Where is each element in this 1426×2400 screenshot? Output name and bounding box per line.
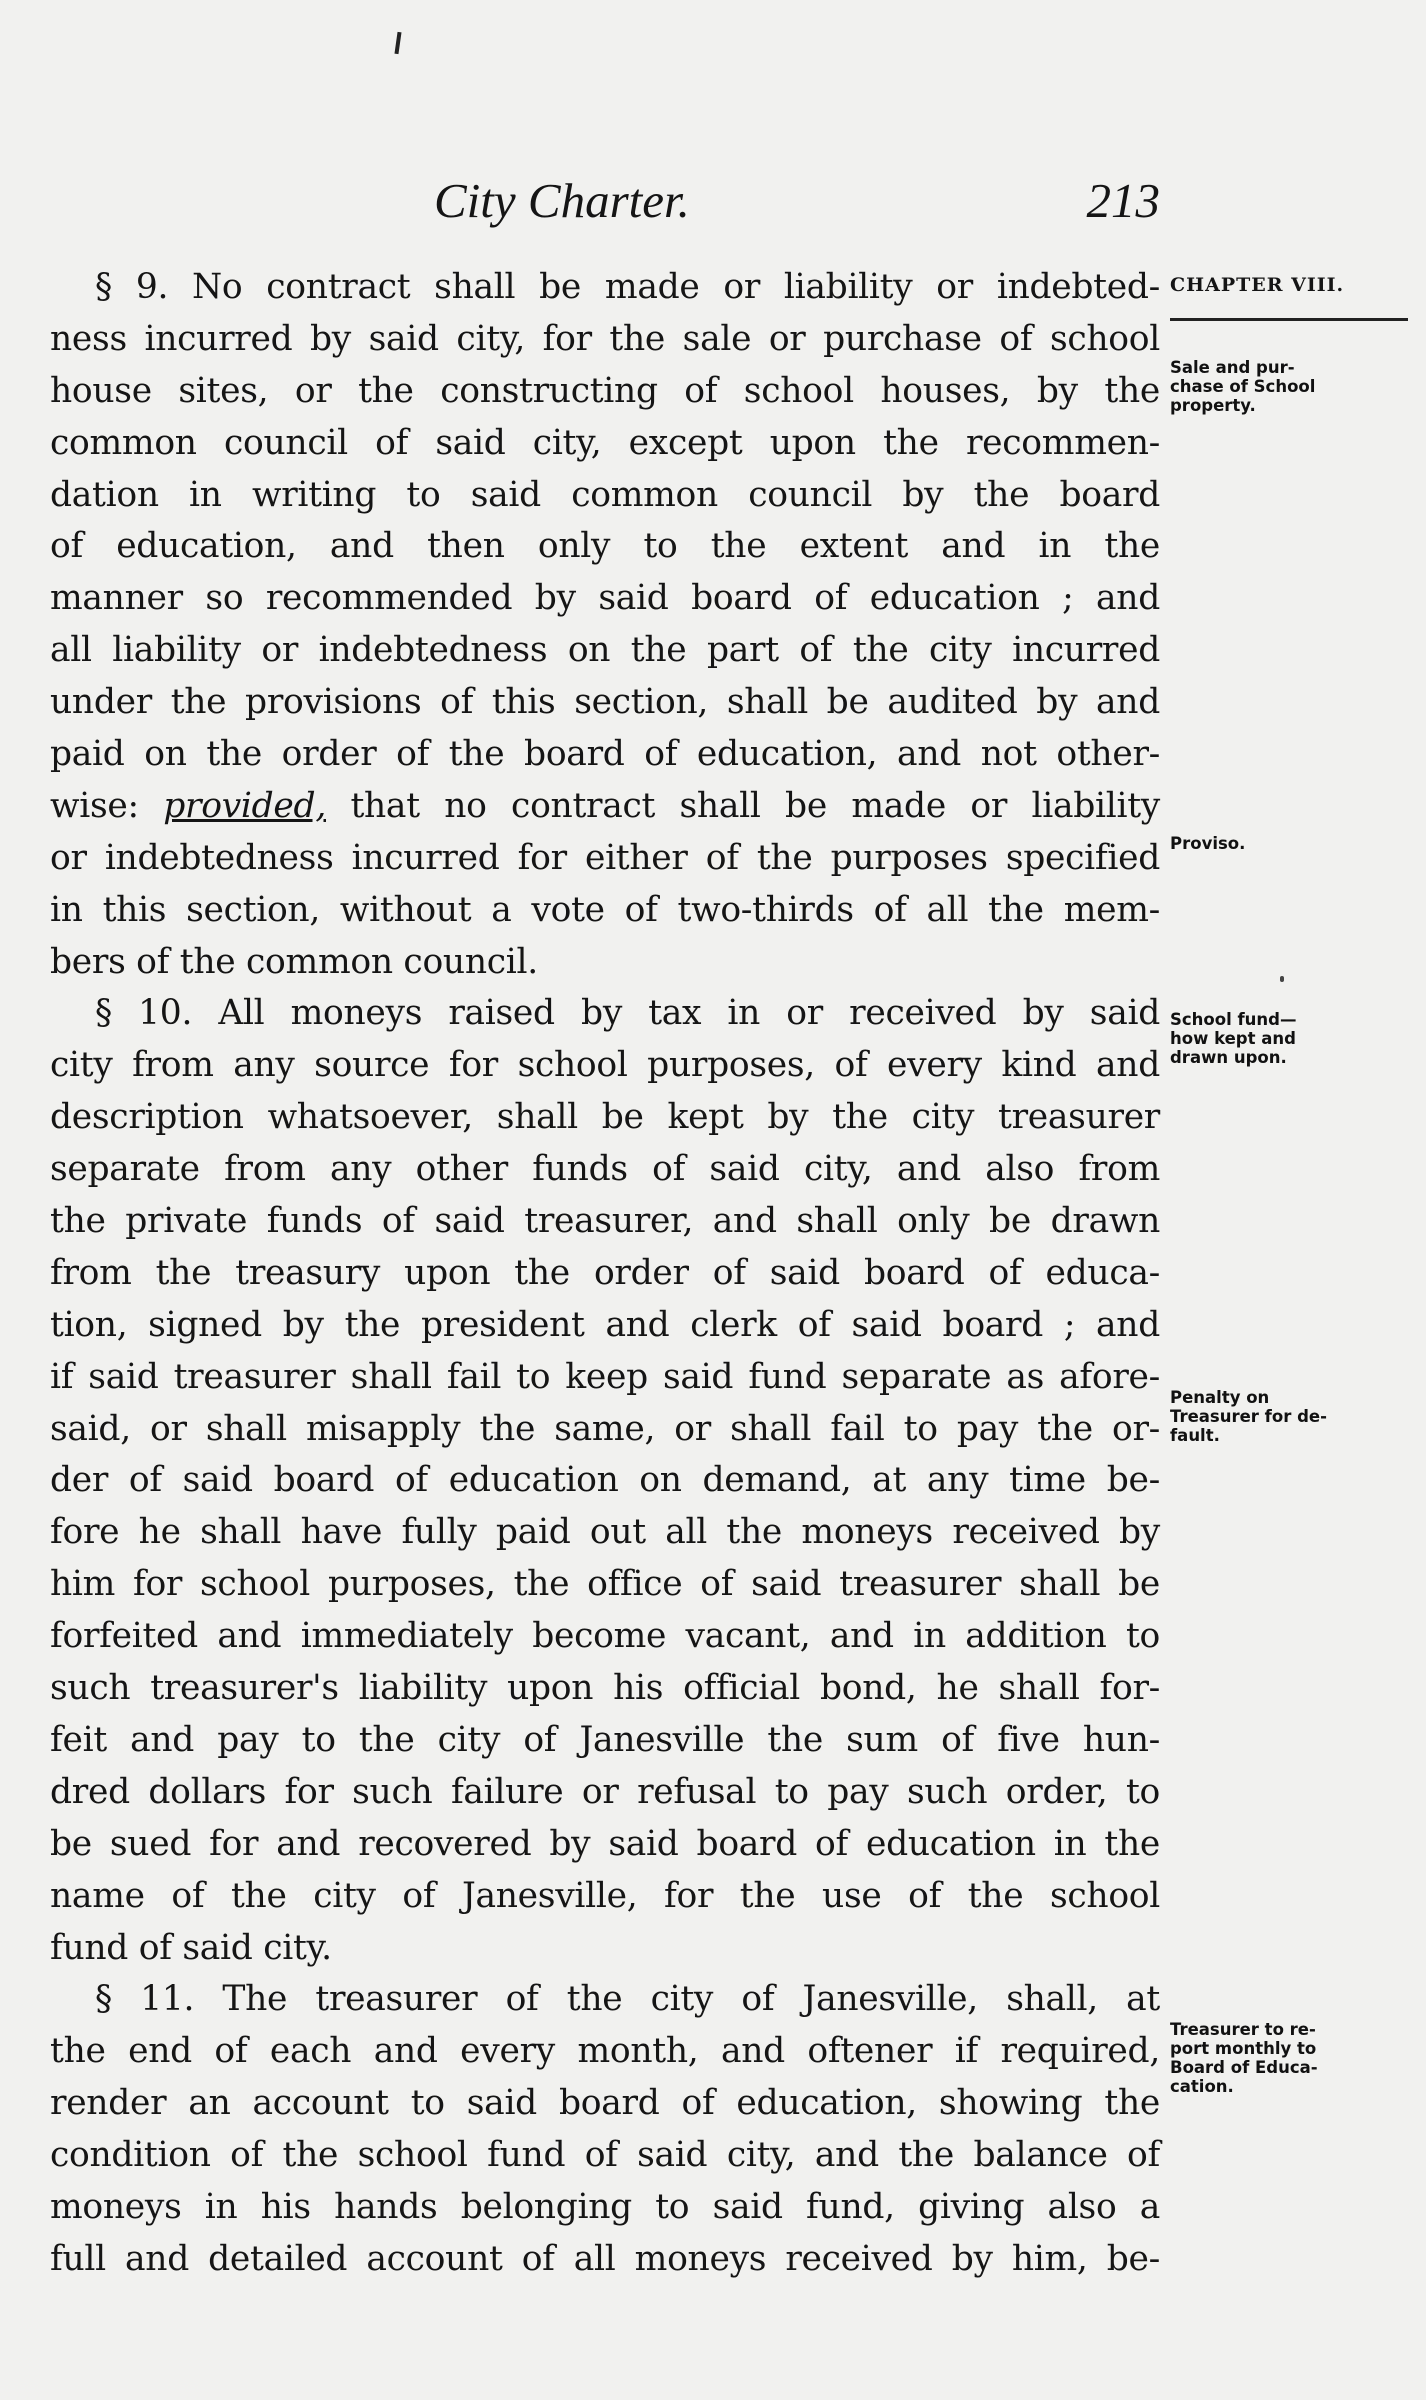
text-line: or indebtedness incurred for either of the purposes specified — [50, 837, 1160, 878]
text-line: description whatsoever, shall be kept by the city treasurer — [50, 1097, 1160, 1138]
text-line: fund of said city. — [50, 1927, 332, 1968]
text-line-proviso — [50, 781, 1160, 833]
text-line: separate from any other funds of said city, and also from — [50, 1149, 1160, 1190]
margin-rule — [1170, 318, 1408, 321]
margin-note-line: Sale and pur- — [1170, 358, 1295, 377]
text-line: said, or shall misapply the same, or shall fail to pay the or- — [50, 1408, 1160, 1449]
text-line: house sites, or the constructing of school houses, by the — [50, 370, 1160, 411]
margin-chapter-label: CHAPTER VIII. — [1170, 274, 1345, 296]
margin-note-line: School fund— — [1170, 1010, 1297, 1029]
text-line: city from any source for school purposes, of every kind and — [50, 1045, 1160, 1086]
text-line: bers of the common council. — [50, 941, 538, 982]
text-line: the private funds of said treasurer, and shall only be drawn — [50, 1201, 1160, 1242]
body-text — [50, 262, 1160, 2286]
text-line: fore he shall have fully paid out all the moneys received by — [50, 1512, 1160, 1553]
text-line: § 9. No contract shall be made or liability or indebted- — [95, 267, 1160, 307]
text-line: the end of each and every month, and oftener if required, — [50, 2031, 1160, 2072]
text-line: dation in writing to said common council by the board — [50, 474, 1160, 515]
text-line: der of said board of education on demand, at any time be- — [50, 1460, 1160, 1501]
margin-note-line: fault. — [1170, 1426, 1220, 1445]
text-fragment: wise: — [50, 785, 139, 826]
text-line: full and detailed account of all moneys received by him, be- — [50, 2238, 1160, 2279]
printer-mark — [394, 32, 401, 54]
text-line: render an account to said board of education, showing the — [50, 2083, 1160, 2124]
text-line: condition of the school fund of said city, and the balance of — [50, 2135, 1160, 2176]
text-line: if said treasurer shall fail to keep said fund separate as afore- — [50, 1356, 1160, 1397]
text-line: dred dollars for such failure or refusal to pay such order, to — [50, 1771, 1160, 1812]
margin-note-line: Penalty on — [1170, 1388, 1270, 1407]
text-line: all liability or indebtedness on the part of the city incurred — [50, 630, 1160, 671]
print-speck — [1280, 976, 1284, 982]
margin-note-line: how kept and — [1170, 1029, 1296, 1048]
text-line: ness incurred by said city, for the sale or purchase of school — [50, 318, 1160, 359]
margin-note-proviso — [1170, 834, 1400, 853]
text-line: under the provisions of this section, shall be audited by and — [50, 682, 1160, 723]
text-line: § 10. All moneys raised by tax in or received by said — [95, 993, 1160, 1034]
margin-note-penalty — [1170, 1388, 1400, 1445]
running-head — [50, 168, 1160, 238]
text-line: of education, and then only to the extent and in the — [50, 526, 1160, 567]
text-line: from the treasury upon the order of said board of educa- — [50, 1252, 1160, 1293]
text-line: forfeited and immediately become vacant, and in addition to — [50, 1616, 1160, 1657]
margin-note-line: Treasurer to re- — [1170, 2020, 1316, 2039]
margin-note-line: Proviso. — [1170, 834, 1246, 853]
margin-note-school-fund — [1170, 1010, 1400, 1067]
page-number: 213 — [1086, 173, 1160, 228]
text-fragment: that no contract shall be made or liability — [326, 785, 1160, 826]
page-title: City Charter. — [434, 173, 690, 228]
text-line: such treasurer's liability upon his official bond, he shall for- — [50, 1668, 1160, 1709]
margin-note-sale-purchase — [1170, 358, 1400, 415]
text-line: § 11. The treasurer of the city of Janesville, shall, at — [95, 1979, 1160, 2020]
margin-note-line: cation. — [1170, 2077, 1234, 2096]
margin-note-line: port monthly to — [1170, 2039, 1317, 2058]
text-line: feit and pay to the city of Janesville the sum of five hun- — [50, 1719, 1160, 1760]
text-line: manner so recommended by said board of education ; and — [50, 578, 1160, 619]
text-line: paid on the order of the board of education, and not other- — [50, 734, 1160, 775]
text-line: common council of said city, except upon the recommen- — [50, 422, 1160, 463]
margin-note-line: Board of Educa- — [1170, 2058, 1318, 2077]
margin-note-line: property. — [1170, 396, 1256, 415]
margin-note-line: Treasurer for de- — [1170, 1407, 1327, 1426]
text-line: in this section, without a vote of two-thirds of all the mem- — [50, 889, 1160, 930]
text-line: tion, signed by the president and clerk of said board ; and — [50, 1304, 1160, 1345]
margin-note-line: drawn upon. — [1170, 1048, 1287, 1067]
text-line: him for school purposes, the office of said treasurer shall be — [50, 1564, 1160, 1605]
text-line: name of the city of Janesville, for the use of the school — [50, 1875, 1160, 1916]
text-line: be sued for and recovered by said board of education in the — [50, 1823, 1160, 1864]
margin-note-line: chase of School — [1170, 377, 1316, 396]
text-line: moneys in his hands belonging to said fund, giving also a — [50, 2186, 1160, 2227]
proviso-emphasis: provided, — [163, 785, 326, 826]
margin-note-treasurer-report — [1170, 2020, 1400, 2096]
